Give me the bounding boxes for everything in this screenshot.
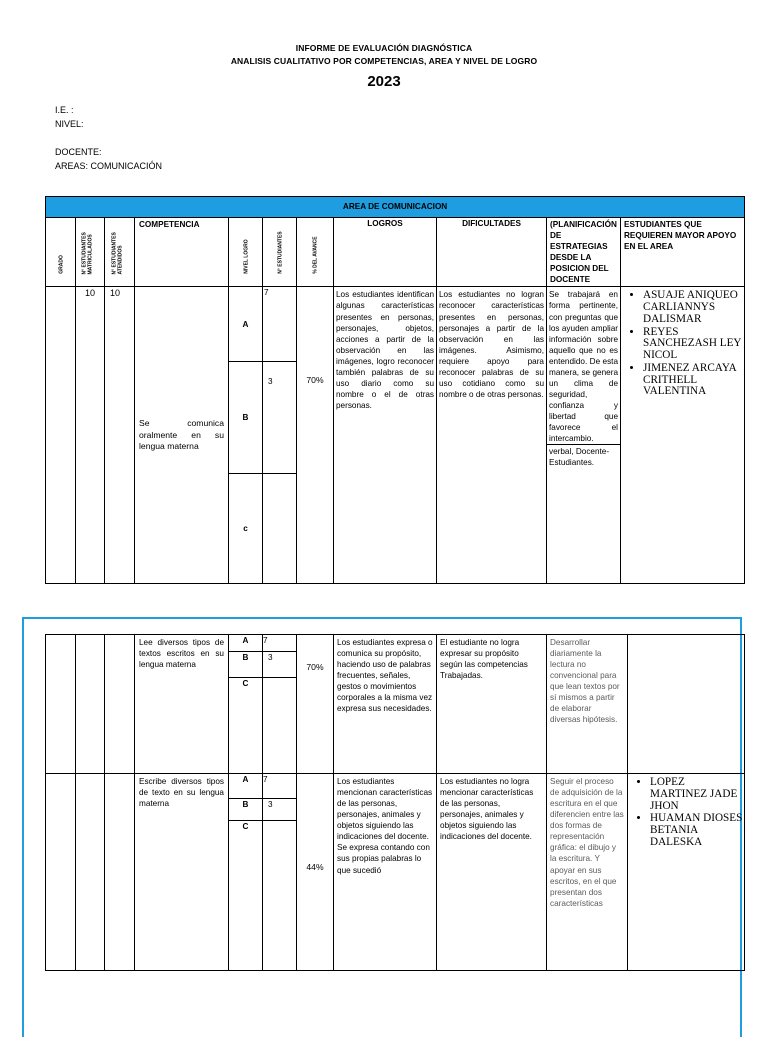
students-list (621, 287, 744, 398)
level-c: C (229, 820, 263, 970)
dificultades-cell: El estudiante no logra expresar su propósito según las competencias Trabajadas. (437, 635, 547, 774)
col-logros: LOGROS (334, 218, 437, 287)
avance-value: 70% (297, 287, 334, 584)
report-title: INFORME DE EVALUACIÓN DIAGNÓSTICA (295, 43, 473, 53)
dificultades-cell: Los estudiantes no logran reconocer características presentes en personas, personajes a partir de la observación en las imágenes. Asimismo, requiere apoyo para reconocer palabras de su uso cotidiano como su nombre o de otras personas. (437, 287, 547, 584)
logros-cell: Los estudiantes identifican algunas características presentes en personas, personajes, objetos, acciones a partir de la observación en las imágenes, logro reconocer también palabras de su uso diario como su nombre o el de otras personas. (334, 287, 437, 584)
count-a: 7 (263, 287, 297, 361)
logros-cell: Los estudiantes expresa o comunica su propósito, haciendo uso de palabras frecuentes, señales, gestos o movimientos corporales a la misma vez expresa sus necesidades. (334, 635, 437, 774)
matriculados-value: 10 (76, 287, 105, 584)
col-dificultades: DIFICULTADES (437, 218, 547, 287)
docente-label: DOCENTE: (55, 147, 102, 157)
atendidos-value: 10 (105, 287, 135, 584)
count-a: 7 (263, 635, 297, 651)
count-a: 7 (263, 774, 297, 798)
planificacion-cell: Desarrollar diariamente la lectura no convencional para que lean textos por sí mismos a partir de elaborar diversas hipótesis. (547, 635, 628, 774)
avance-value: 70% (297, 635, 334, 774)
col-nivel-logro: NIVEL LOGRO (242, 239, 249, 274)
col-grado: GRADO (57, 255, 64, 274)
competencia-cell: Se comunica oralmente en su lengua materna (135, 287, 229, 584)
level-a: A (229, 774, 263, 798)
list-item: • REYES SANCHEZASH LEY NICOL (643, 327, 744, 362)
report-year: 2023 (367, 73, 401, 90)
dificultades-cell: Los estudiantes no logra mencionar características de las personas, personajes, animales y objetos siguiendo las indicaciones del docente. (437, 774, 547, 971)
col-competencia: COMPETENCIA (135, 218, 229, 287)
ie-label: I.E. : (55, 105, 74, 115)
count-b: 3 (263, 798, 297, 820)
col-avance: % DEL AVANCE (312, 236, 319, 274)
avance-value: 44% (297, 774, 334, 971)
comunicacion-table (45, 196, 745, 584)
table-row (46, 774, 745, 971)
col-matriculados: N° ESTUDIANTES MATRICULADOS (81, 231, 94, 274)
level-b: B (229, 651, 263, 677)
competencias-table (45, 634, 745, 971)
col-planificacion: (PLANIFICACIÓN DE ESTRATEGIAS DESDE LA POSICION DEL DOCENTE (547, 218, 621, 287)
col-estudiantes: ESTUDIANTES QUE REQUIEREN MAYOR APOYO EN EL AREA (621, 218, 745, 287)
level-b: B (229, 361, 263, 473)
competencia-cell: Lee diversos tipos de textos escritos en su lengua materna (135, 635, 229, 774)
col-atendidos: N° ESTUDIANTES ATENDIDOS (111, 231, 123, 274)
areas-label: AREAS: COMUNICACIÓN (55, 161, 163, 171)
level-c: c (229, 473, 263, 583)
level-b: B (229, 798, 263, 820)
competencia-cell: Escribe diversos tipos de texto en su lengua materna (135, 774, 229, 971)
list-item: • HUAMAN DIOSES BETANIA DALESKA (650, 813, 744, 848)
level-c: C (229, 677, 263, 773)
count-b: 3 (263, 651, 297, 677)
table-row (46, 635, 745, 774)
planificacion-cell: Se trabajará en forma pertinente, con preguntas que los ayuden ampliar información sobre aquello que no es entendido. De esta manera, se genera un clima de seguridad, confianza y libertad que favorece el intercambio. (547, 287, 620, 445)
students-list (628, 774, 744, 849)
header-row (46, 218, 745, 287)
level-a: A (229, 287, 263, 361)
list-item: • ASUAJE ANIQUEO CARLIANNYS DALISMAR (643, 290, 744, 325)
table-row (46, 287, 745, 584)
list-item: • JIMENEZ ARCAYA CRITHELL VALENTINA (643, 363, 744, 398)
nivel-label: NIVEL: (55, 119, 84, 129)
area-banner: AREA DE COMUNICACION (46, 197, 745, 218)
planificacion-cell: Seguir el proceso de adquisición de la escritura en el que diferencien entre las dos formas de representación gráfica: el dibujo y la escritura. Y apoyar en sus escritos, en el que presentan dos características (547, 774, 628, 971)
logros-cell: Los estudiantes mencionan características de las personas, personajes, animales y objetos siguiendo las indicaciones del docente. Se expresa contando con sus propias palabras lo que sucedió (334, 774, 437, 971)
level-a: A (229, 635, 263, 651)
planificacion-cont: verbal, Docente-Estudiantes. (549, 447, 610, 468)
list-item: • LOPEZ MARTINEZ JADE JHON (650, 777, 744, 812)
count-b: 3 (263, 361, 297, 473)
report-subtitle: ANALISIS CUALITATIVO POR COMPETENCIAS, AREA Y NIVEL DE LOGRO (230, 56, 538, 66)
col-n-estudiantes: N° ESTUDIANTES (276, 231, 283, 274)
